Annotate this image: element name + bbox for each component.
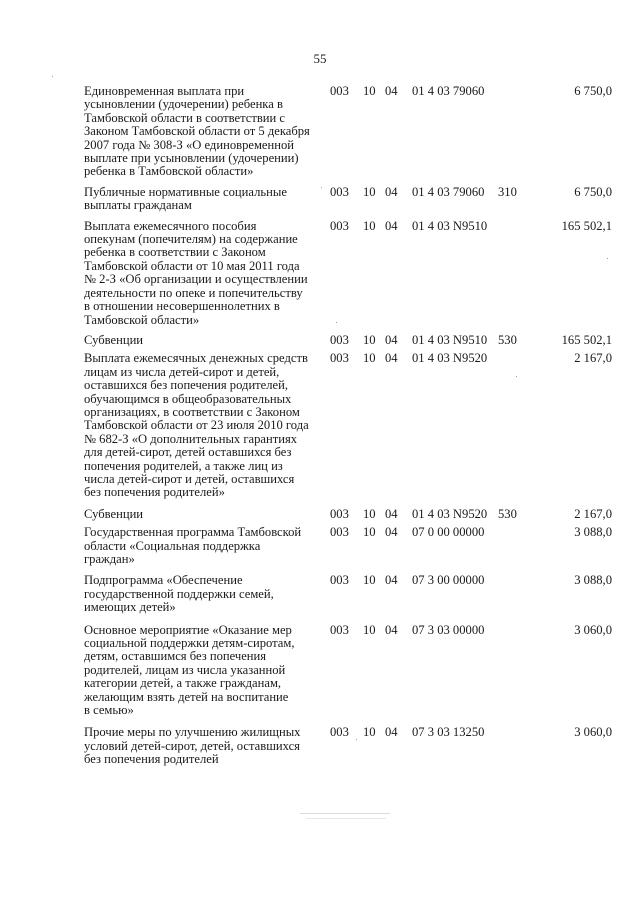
row-ministry-code: 003 <box>330 351 349 366</box>
row-ministry-code: 003 <box>330 573 349 588</box>
row-amount: 3 088,0 <box>574 525 612 540</box>
row-name: Прочие меры по улучшению жилищных условий детей-сирот, детей, оставшихся без попечения родителей <box>84 725 301 767</box>
scan-artifact <box>321 187 322 188</box>
row-subsection-code: 04 <box>385 184 398 199</box>
row-name: Выплата ежемесячных денежных средств лицам из числа детей-сирот и детей, оставшихся без попечения родителей, обучающимся в общеобразовательных организациях, в соответствии с Законом Тамбовской области от 23 июля 2010 года № 682-З «О дополнительных гарантиях для детей-сирот, детей оставшихся без попечения родителей, а также лиц из числа детей-сирот и детей, оставшихся без попечения родителей» <box>84 351 309 500</box>
row-target-code: 01 4 03 N9510 <box>412 218 488 233</box>
row-expense-type-code: 530 <box>498 332 517 347</box>
page-number: 55 <box>313 51 327 66</box>
row-ministry-code: 003 <box>330 622 349 637</box>
table-row <box>84 352 612 499</box>
row-ministry-code: 003 <box>330 84 349 98</box>
table-row <box>84 526 612 566</box>
row-section-code: 10 <box>363 84 376 98</box>
row-section-code: 10 <box>363 725 376 740</box>
row-subsection-code: 04 <box>385 573 398 588</box>
table-row <box>84 186 612 213</box>
row-subsection-code: 04 <box>385 332 398 347</box>
table-row <box>84 624 612 718</box>
row-subsection-code: 04 <box>385 506 398 521</box>
row-ministry-code: 003 <box>330 184 349 199</box>
row-subsection-code: 04 <box>385 725 398 740</box>
scan-artifact <box>300 813 390 814</box>
table-row <box>84 508 612 521</box>
row-amount: 3 088,0 <box>574 573 612 588</box>
table-row <box>84 220 612 327</box>
row-amount: 165 502,1 <box>561 332 612 347</box>
row-expense-type-code: 530 <box>498 506 517 521</box>
row-target-code: 07 0 00 00000 <box>412 525 485 540</box>
row-expense-type-code: 310 <box>498 184 517 199</box>
row-name: Субвенции <box>84 332 144 347</box>
row-name: Подпрограмма «Обеспечение государственной поддержки семей, имеющих детей» <box>84 573 274 615</box>
table-row <box>84 726 612 766</box>
row-name: Государственная программа Тамбовской области «Социальная поддержка граждан» <box>84 525 302 566</box>
row-ministry-code: 003 <box>330 725 349 740</box>
scan-artifact <box>356 739 357 740</box>
table-row <box>84 574 612 614</box>
row-subsection-code: 04 <box>385 351 398 366</box>
row-target-code: 01 4 03 N9520 <box>412 506 488 521</box>
scan-artifact <box>52 76 53 77</box>
row-amount: 2 167,0 <box>574 506 612 521</box>
row-ministry-code: 003 <box>330 218 349 233</box>
row-target-code: 07 3 03 00000 <box>412 622 485 637</box>
row-target-code: 01 4 03 N9510 <box>412 332 488 347</box>
row-subsection-code: 04 <box>385 84 398 98</box>
row-amount: 2 167,0 <box>574 351 612 366</box>
row-section-code: 10 <box>363 525 376 540</box>
row-amount: 3 060,0 <box>574 725 612 740</box>
row-ministry-code: 003 <box>330 506 349 521</box>
budget-table <box>84 85 612 767</box>
row-amount: 165 502,1 <box>561 218 612 233</box>
row-name: Субвенции <box>84 506 144 521</box>
scan-artifact <box>607 258 608 259</box>
row-target-code: 01 4 03 79060 <box>412 184 485 199</box>
row-section-code: 10 <box>363 622 376 637</box>
row-section-code: 10 <box>363 184 376 199</box>
row-target-code: 01 4 03 N9520 <box>412 351 488 366</box>
row-ministry-code: 003 <box>330 332 349 347</box>
row-target-code: 01 4 03 79060 <box>412 84 485 98</box>
row-section-code: 10 <box>363 218 376 233</box>
table-row <box>84 334 612 347</box>
row-target-code: 07 3 03 13250 <box>412 725 485 740</box>
row-section-code: 10 <box>363 506 376 521</box>
row-section-code: 10 <box>363 332 376 347</box>
scan-artifact <box>516 376 517 377</box>
scan-artifact <box>306 818 386 819</box>
row-subsection-code: 04 <box>385 218 398 233</box>
row-name: Публичные нормативные социальные выплаты гражданам <box>84 184 287 213</box>
row-name: Выплата ежемесячного пособия опекунам (попечителям) на содержание ребенка в соответствии с Законом Тамбовской области от 10 мая 2011 года № 2-З «Об организации и осуществлении деятельности по опеке и попечительству в отношении несовершеннолетних в Тамбовской области» <box>84 218 308 327</box>
row-amount: 6 750,0 <box>574 84 612 98</box>
row-subsection-code: 04 <box>385 525 398 540</box>
row-name: Единовременная выплата при усыновлении (удочерении) ребенка в Тамбовской области в соответствии с Законом Тамбовской области от 5 декабря 2007 года № 308-З «О единовременной выплате при усыновлении (удочерении) ребенка в Тамбовской области» <box>84 84 310 179</box>
row-subsection-code: 04 <box>385 622 398 637</box>
scan-artifact <box>336 322 337 323</box>
row-target-code: 07 3 00 00000 <box>412 573 485 588</box>
row-amount: 3 060,0 <box>574 622 612 637</box>
row-name: Основное мероприятие «Оказание мер социальной поддержки детям-сиротам, детям, оставшимся без попечения родителей, лицам из числа указанной категории детей, а также гражданам, желающим взять детей на воспитание в семью» <box>84 622 295 718</box>
row-ministry-code: 003 <box>330 525 349 540</box>
table-row <box>84 85 612 179</box>
row-amount: 6 750,0 <box>574 184 612 199</box>
row-section-code: 10 <box>363 351 376 366</box>
row-section-code: 10 <box>363 573 376 588</box>
